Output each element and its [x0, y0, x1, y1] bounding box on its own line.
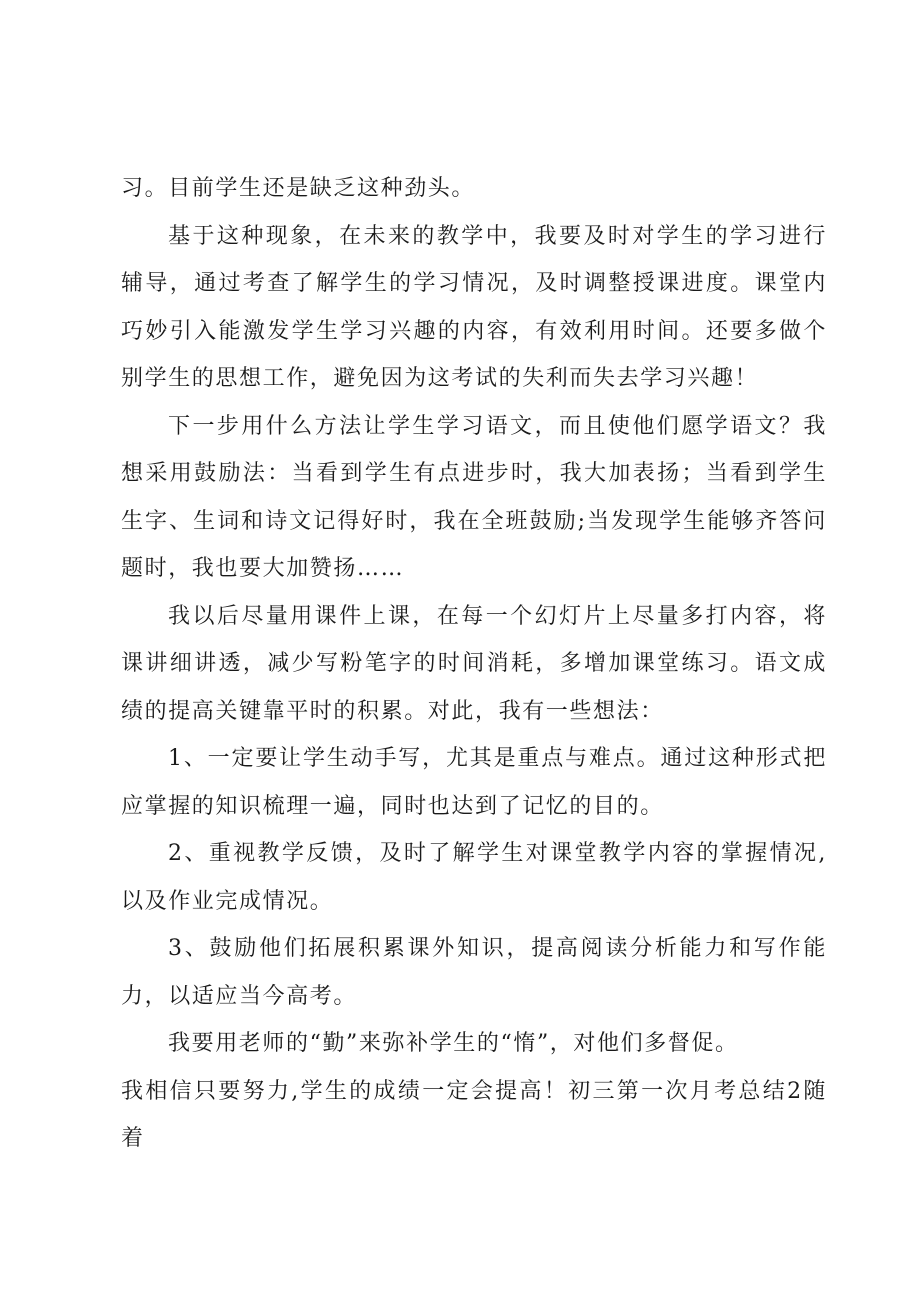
paragraph-1: 习。目前学生还是缺乏这种劲头。	[121, 176, 476, 201]
paragraph-3: 下一步用什么方法让学生学习语文，而且使他们愿学语文？我想采用鼓励法：当看到学生有点进步时，我大加表扬；当看到学生生字、生词和诗文记得好时，我在全班鼓励;当发现学生能够齐答问题时，我也要大加赞扬……	[121, 413, 827, 581]
paragraph-5: 我要用老师的“勤”来弥补学生的“惰”，对他们多督促。	[168, 1031, 739, 1056]
paragraph-6: 我相信只要努力,学生的成绩一定会提高！初三第一次月考总结2随着	[121, 1078, 827, 1151]
paragraph-2: 基于这种现象，在未来的教学中，我要及时对学生的学习进行辅导，通过考查了解学生的学习情况，及时调整授课进度。课堂内巧妙引入能激发学生学习兴趣的内容，有效利用时间。还要多做个别学生的思想工作，避免因为这考试的失利而失去学习兴趣！	[121, 223, 827, 391]
list-item-3: 3、鼓励他们拓展积累课外知识，提高阅读分析能力和写作能力，以适应当今高考。	[121, 936, 827, 1009]
list-item-1: 1、一定要让学生动手写，尤其是重点与难点。通过这种形式把应掌握的知识梳理一遍，同时也达到了记忆的目的。	[121, 746, 827, 819]
document-body	[121, 165, 827, 1163]
list-item-2: 2、重视教学反馈，及时了解学生对课堂教学内容的掌握情况,以及作业完成情况。	[121, 841, 827, 914]
paragraph-4: 我以后尽量用课件上课，在每一个幻灯片上尽量多打内容，将课讲细讲透，减少写粉笔字的时间消耗，多增加课堂练习。语文成绩的提高关键靠平时的积累。对此，我有一些想法：	[121, 603, 827, 724]
